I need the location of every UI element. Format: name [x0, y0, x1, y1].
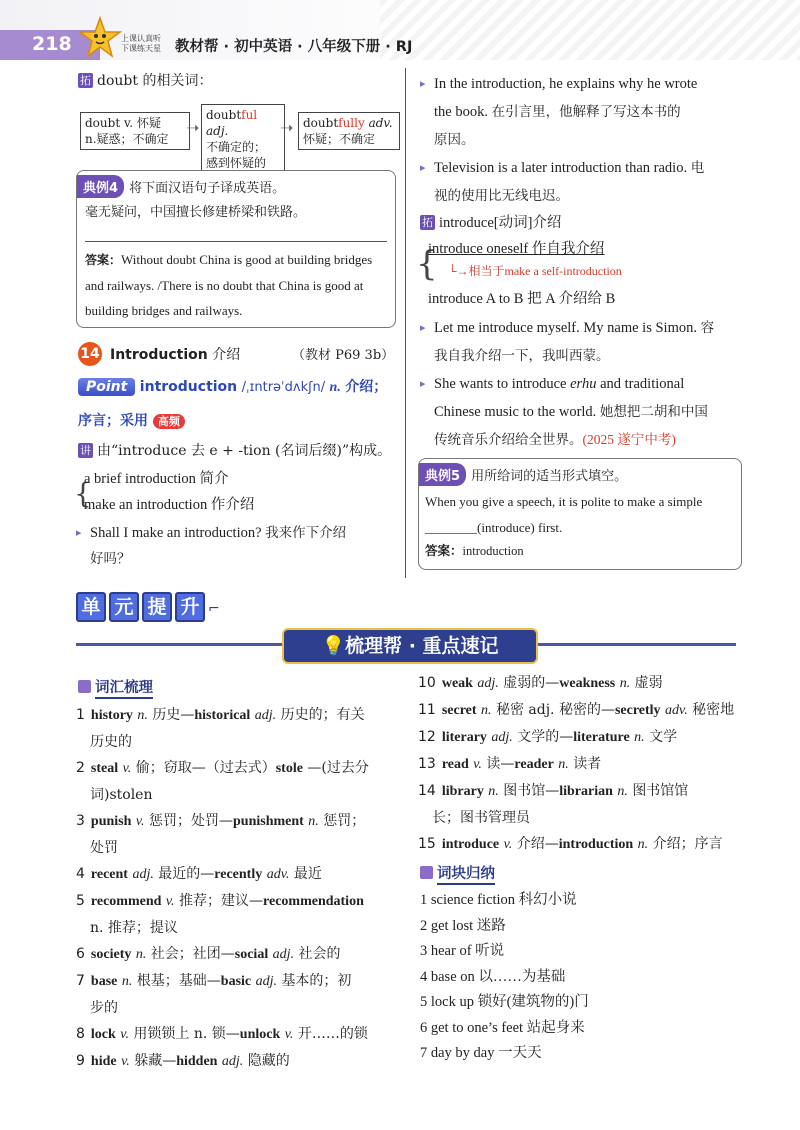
doubt-box-adj: doubtful adj. 不确定的； 感到怀疑的	[201, 104, 285, 174]
phrase-list: a brief introduction 简介 make an introduction 作介绍	[84, 471, 255, 513]
unit-heading: 单 元 提 升 ⌐	[76, 592, 220, 622]
word-formation: 讲 由“introduce 去 e + -tion (名词后缀)”构成。	[80, 443, 392, 459]
vocab-item: 9 hide v. 躲藏—hidden adj. 隐藏的	[76, 1053, 290, 1069]
banner-line-left	[76, 643, 282, 646]
example4-prompt: 将下面汉语句子译成英语。	[129, 181, 286, 196]
vocab-item-cont: 处罚	[90, 840, 118, 856]
phrase-item: 4 base on 以……为基础	[420, 968, 566, 985]
step-icon: ⌐	[208, 601, 220, 617]
entry14-definition: Point introduction /ˌɪntrəˈdʌkʃn/ n. 介绍；	[78, 376, 387, 396]
phrase-section-heading: 词块归纳	[420, 862, 495, 883]
arrow-right-icon: ➝	[280, 118, 294, 137]
example5-box	[418, 458, 742, 570]
entry14-heading: Introduction 介绍	[110, 347, 241, 363]
vocab-item: 5 recommend v. 推荐；建议—recommendation	[76, 893, 364, 909]
vocab-item: 4 recent adj. 最近的—recently adv. 最近	[76, 866, 322, 882]
vocab-item: 12 literary adj. 文学的—literature n. 文学	[418, 729, 678, 745]
example5-answer: 答案：introduction	[425, 543, 524, 558]
vocab-item-cont: 长；图书管理员	[432, 810, 530, 826]
header-stripe	[380, 0, 800, 60]
example4-sentence: 毫无疑问，中国擅长修建桥梁和铁路。	[85, 205, 307, 220]
vocab-item: 3 punish v. 惩罚；处罚—punishment n. 惩罚；	[76, 813, 366, 829]
example5-prompt: 用所给词的适当形式填空。	[471, 469, 628, 484]
lightbulb-icon: 💡	[321, 635, 346, 657]
example5-label: 典例5	[419, 463, 466, 486]
vocab-icon	[78, 680, 91, 693]
vocab-item: 6 society n. 社会；社团—social adj. 社会的	[76, 946, 341, 962]
vocab-item: 1 history n. 历史—historical adj. 历史的；有关	[76, 707, 365, 723]
doubt-related-title: 拓 doubt 的相关词：	[80, 73, 213, 89]
page-number: 218	[32, 33, 72, 55]
textbook-reference: （教材 P69 3b）	[292, 348, 395, 363]
introduce-phrases: introduce oneself 作自我介绍 └→相当于make a self-introduction introduce A to B 把 A 介绍给 B	[428, 241, 622, 307]
vocab-item: 11 secret n. 秘密 adj. 秘密的—secretly adv. 秘密地	[418, 702, 735, 718]
hot-badge: 高频	[153, 414, 185, 429]
vocab-item: 13 read v. 读—reader n. 读者	[418, 756, 602, 772]
phrase-item: 6 get to one’s feet 站起身来	[420, 1019, 585, 1036]
vocab-item: 10 weak adj. 虚弱的—weakness n. 虚弱	[418, 675, 663, 691]
example4-label: 典例4	[77, 175, 124, 198]
example-sentence-4: ▸ Let me introduce myself. My name is Simon. 容 我自我介绍一下，我叫西蒙。	[434, 314, 764, 370]
vocab-item-cont: 历史的	[90, 734, 132, 750]
vocab-item: 8 lock v. 用锁锁上 n. 锁—unlock v. 开……的锁	[76, 1026, 368, 1042]
example-sentence-2: ▸ In the introduction, he explains why he wrote the book. 在引言里，他解释了写这本书的 原因。	[434, 70, 764, 154]
entry14-definition-cont: 序言；采用 高频	[78, 410, 185, 430]
doubt-box-verb: doubt v. 怀疑 n.疑惑；不确定	[80, 112, 190, 150]
arrow-right-icon: ➝	[186, 118, 200, 137]
vocab-item: 14 library n. 图书馆—librarian n. 图书馆馆	[418, 783, 689, 799]
vocab-item: 7 base n. 根基；基础—basic adj. 基本的；初	[76, 973, 352, 989]
vocab-list-left	[76, 702, 398, 1075]
brace: {	[74, 477, 92, 510]
vocab-item-cont: 词)stolen	[90, 787, 153, 803]
doubt-box-adv: doubtfully adv. 怀疑；不确定	[298, 112, 400, 150]
vocab-list-right	[418, 670, 748, 858]
example5-question: When you give a speech, it is polite to make a simple ________(introduce) first.	[425, 494, 703, 535]
summary-banner: 💡梳理帮 · 重点速记	[282, 628, 538, 664]
book-title: 教材帮 · 初中英语 · 八年级下册 · RJ	[175, 39, 413, 55]
introduce-verb-title: 拓 introduce[动词]介绍	[422, 215, 562, 231]
example4-box	[76, 170, 396, 328]
phrase-item: 1 science fiction 科幻小说	[420, 892, 577, 908]
example4-answer: 答案：Without doubt China is good at building bridges and railways. /There is no doubt that China is good at building bridges and railways.	[85, 252, 373, 318]
vocab-item: 15 introduce v. 介绍—introduction n. 介绍；序言	[418, 836, 723, 852]
vocab-section-heading: 词汇梳理	[78, 676, 153, 697]
example-sentence-3: ▸ Television is a later introduction than radio. 电 视的使用比无线电迟。	[434, 154, 764, 210]
star-mascot-icon	[78, 16, 122, 60]
column-divider	[405, 68, 406, 578]
phrase-item: 3 hear of 听说	[420, 943, 505, 959]
brace: {	[416, 244, 438, 284]
example-sentence-5: ▸ She wants to introduce erhu and traditional Chinese music to the world. 她想把二胡和中国 传统音乐介绍给全世界。(2025 遂宁中考)	[434, 370, 764, 454]
phrase-item: 7 day by day 一天天	[420, 1045, 542, 1061]
mascot-slogan: 上课认真听 下课练天星	[121, 34, 161, 53]
phrase-item: 2 get lost 迷路	[420, 917, 506, 934]
vocab-item: 2 steal v. 偷；窃取—（过去式）stole —(过去分	[76, 760, 369, 776]
example-sentence-1: ▸ Shall I make an introduction? 我来作下介绍 好吗？	[90, 520, 346, 572]
phrase-item: 5 lock up 锁好(建筑物的)门	[420, 994, 589, 1010]
vocab-item-cont: n. 推荐；提议	[90, 920, 178, 936]
entry-number-14: 14	[78, 342, 102, 366]
vocab-item-cont: 步的	[90, 1000, 118, 1016]
banner-line-right	[536, 643, 736, 646]
phrase-list	[420, 888, 589, 1067]
phrase-icon	[420, 866, 433, 879]
